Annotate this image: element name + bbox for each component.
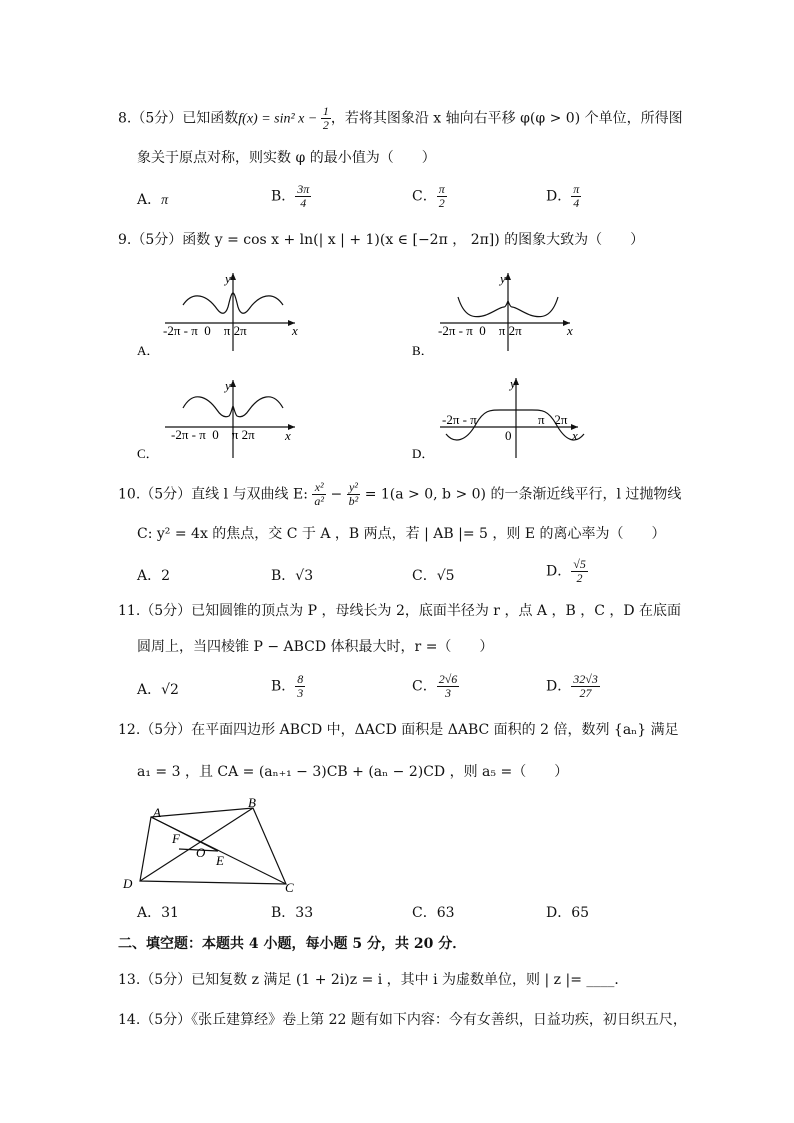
- q10-option-a: [137, 566, 170, 586]
- q8-option-b: [271, 183, 311, 210]
- graph-label-d: D．: [412, 446, 435, 461]
- q8-fraction: [321, 105, 331, 132]
- option-label: C．: [412, 905, 437, 921]
- x-axis-label: x: [292, 323, 298, 338]
- frac-den: 4: [300, 196, 307, 210]
- option-fraction: [571, 183, 581, 210]
- frac-den: 3: [445, 686, 452, 700]
- frac-num: √5: [573, 557, 586, 571]
- frac-den: a²: [314, 494, 324, 508]
- option-fraction: [437, 183, 447, 210]
- frac-den: b²: [348, 494, 359, 508]
- x-axis-label: x: [572, 428, 578, 443]
- x-tick-labels: -2π - π 0 π 2π: [163, 323, 247, 338]
- option-label: D．: [546, 678, 572, 695]
- q12-quadrilateral-figure: [118, 795, 308, 895]
- x-tick-labels: -2π - π 0 π 2π: [438, 323, 522, 338]
- q11-option-a: [137, 680, 179, 700]
- q8-text-a: 8.（5分）已知函数: [118, 110, 239, 127]
- option-label: C．: [412, 678, 437, 695]
- option-label: A．: [137, 682, 162, 698]
- q10-line1: [118, 481, 681, 508]
- q10-frac1: [312, 481, 326, 508]
- q8-option-d: [546, 183, 581, 210]
- option-value: √5: [436, 568, 455, 584]
- y-axis-label: y: [225, 271, 231, 286]
- option-fraction: [571, 673, 600, 700]
- q13-text: 13.（5分）已知复数 z 满足 (1 + 2i)z = i ，其中 i 为虚数单位，则 | z |= ____．: [118, 972, 629, 988]
- option-label: B．: [271, 568, 296, 584]
- frac-den: 4: [573, 196, 580, 210]
- option-label: B．: [271, 678, 296, 695]
- frac-num: 8: [297, 672, 304, 686]
- option-fraction: [571, 558, 588, 585]
- q12-option-a: [137, 903, 179, 923]
- q9-graph-a: [135, 265, 315, 355]
- option-label: C．: [412, 188, 437, 205]
- section-heading-fill-in: 二、填空题：本题共 4 小题，每小题 5 分，共 20 分．: [118, 936, 467, 952]
- q14-text: 14.（5分）《张丘建算经》卷上第 22 题有如下内容：今有女善织，日益功疾，初日织五尺，: [118, 1012, 687, 1028]
- x-tick-labels: -2π - π 0 π 2π: [171, 427, 255, 442]
- option-value: 2: [161, 568, 171, 584]
- option-label: B．: [271, 905, 296, 921]
- option-value: √2: [161, 682, 179, 698]
- vertex-label-a: A: [153, 805, 161, 820]
- option-value: √3: [295, 568, 314, 584]
- q12-line2: a₁ = 3 ，且 CA = (aₙ₊₁ − 3)CB + (aₙ − 2)CD ，则 a₅ =（ ）: [137, 764, 569, 780]
- graph-label-b: B．: [412, 343, 434, 355]
- point-label-o: O: [196, 845, 206, 860]
- graph-label-a: A．: [137, 343, 160, 355]
- frac-num: 3π: [297, 182, 310, 196]
- y-axis-label: y: [510, 376, 516, 391]
- q8-option-c: [412, 183, 447, 210]
- q12-option-d: [546, 903, 589, 923]
- frac-den: 27: [579, 686, 592, 700]
- option-label: B．: [271, 188, 296, 205]
- frac-den: 2: [438, 196, 445, 210]
- frac-den: 3: [297, 686, 304, 700]
- y-axis-label: y: [225, 378, 231, 393]
- q8-line1: [118, 105, 683, 132]
- frac-den: 2: [576, 571, 583, 585]
- option-value: 31: [161, 905, 179, 921]
- origin-label: 0: [505, 428, 512, 443]
- q8-text-b: ，若将其图象沿 x 轴向右平移 φ(φ > 0) 个单位，所得图: [330, 110, 683, 127]
- option-fraction: [295, 183, 311, 210]
- vertex-label-d: D: [123, 876, 133, 891]
- q8-frac-num: 1: [322, 104, 329, 118]
- option-label: A．: [137, 192, 162, 208]
- x-tick-labels-left: -2π - π: [442, 412, 477, 427]
- option-value: 33: [295, 905, 314, 921]
- frac-num: π: [438, 182, 445, 196]
- q9-graph-b: [410, 265, 590, 355]
- q10-line2: C: y² = 4x 的焦点，交 C 于 A ，B 两点，若 | AB |= 5 ，则 E 的离心率为（ ）: [137, 526, 666, 542]
- q9-graph-c: [135, 372, 315, 462]
- option-value: π: [161, 193, 169, 208]
- q10-option-d: [546, 558, 588, 585]
- x-tick-labels-right: π 2π: [538, 412, 568, 427]
- option-label: A．: [137, 905, 162, 921]
- q9-graph-d: [410, 372, 600, 462]
- option-label: D．: [546, 188, 572, 205]
- x-axis-label: x: [567, 323, 573, 338]
- q10-option-b: [271, 566, 313, 586]
- point-label-e: E: [216, 853, 224, 868]
- option-value: 63: [436, 905, 455, 921]
- option-label: A．: [137, 568, 162, 584]
- q10-text-b: = 1(a > 0, b > 0) 的一条渐近线平行，l 过抛物线: [360, 486, 682, 503]
- point-label-f: F: [172, 831, 180, 846]
- q12-line1: 12.（5分）在平面四边形 ABCD 中，ΔACD 面积是 ΔABC 面积的 2 倍，数列 {aₙ} 满足: [118, 722, 679, 738]
- frac-num: y²: [347, 481, 361, 495]
- q12-option-b: [271, 903, 313, 923]
- option-value: 65: [571, 905, 590, 921]
- graph-label-c: C．: [137, 446, 159, 461]
- q12-option-c: [412, 903, 455, 923]
- option-label: C．: [412, 568, 437, 584]
- q9-text: 9.（5分）函数 y = cos x + ln(| x | + 1)(x ∈ [−2π ， 2π]) 的图象大致为（ ）: [118, 232, 645, 248]
- vertex-label-b: B: [248, 795, 256, 810]
- option-label: D．: [546, 905, 572, 921]
- q10-option-c: [412, 566, 455, 586]
- q10-frac2: [347, 481, 361, 508]
- option-fraction: [295, 673, 305, 700]
- frac-num: 32√3: [573, 672, 598, 686]
- y-axis-label: y: [500, 271, 506, 286]
- q8-formula: f(x) = sin² x −: [238, 111, 321, 127]
- q8-option-a: [137, 190, 168, 211]
- frac-num: 2√6: [438, 672, 458, 686]
- q8-frac-den: 2: [322, 118, 329, 132]
- frac-num: x²: [312, 481, 326, 495]
- vertex-label-c: C: [285, 880, 294, 895]
- option-fraction: [437, 673, 460, 700]
- q11-option-b: [271, 673, 305, 700]
- q8-line2: 象关于原点对称，则实数 φ 的最小值为（ ）: [137, 150, 436, 166]
- q10-text-a: 10.（5分）直线 l 与双曲线 E:: [118, 486, 313, 503]
- q11-option-d: [546, 673, 600, 700]
- q11-option-c: [412, 673, 459, 700]
- x-axis-label: x: [285, 428, 291, 443]
- q10-minus: −: [326, 486, 347, 503]
- option-label: D．: [546, 563, 572, 580]
- q11-line1: 11.（5分）已知圆锥的顶点为 P ，母线长为 2，底面半径为 r ，点 A ，B ，C ，D 在底面: [118, 603, 682, 619]
- frac-num: π: [573, 182, 580, 196]
- q11-line2: 圆周上，当四棱锥 P − ABCD 体积最大时，r =（ ）: [137, 639, 494, 655]
